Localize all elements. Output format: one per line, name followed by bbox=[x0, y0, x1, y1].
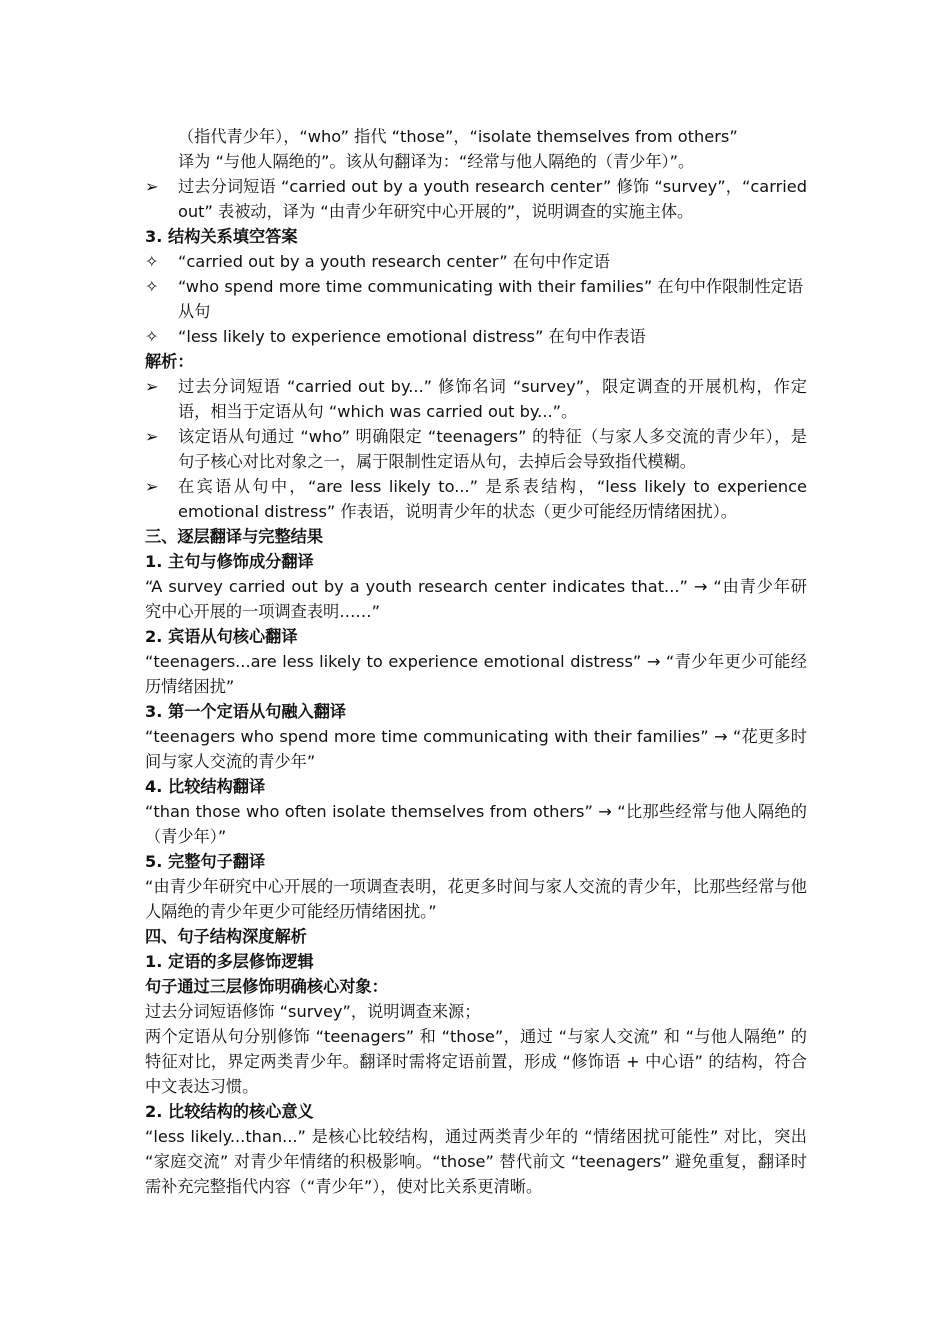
sub-heading: 3. 第一个定语从句融入翻译 bbox=[145, 702, 347, 721]
arrow-bullet-icon: ➢ bbox=[145, 177, 159, 196]
star-bullet-icon: ✧ bbox=[145, 277, 159, 296]
paragraph: “teenagers...are less likely to experience emotional distress” → “青少年更少可能经历情绪困扰” bbox=[145, 652, 807, 696]
sub-heading: 1. 主句与修饰成分翻译 bbox=[145, 552, 314, 571]
sub-heading: 5. 完整句子翻译 bbox=[145, 852, 266, 871]
continued-line: （指代青少年），“who” 指代 “those”，“isolate themselves from others” bbox=[178, 127, 738, 146]
answer-item bbox=[145, 249, 807, 274]
star-bullet-icon: ✧ bbox=[145, 327, 159, 346]
analysis-text: 在宾语从句中，“are less likely to...” 是系表结构，“less likely to experience emotional distress” 作表语，说明青少年的状态（更少可能经历情绪困扰）。 bbox=[178, 477, 807, 521]
answer-item bbox=[145, 324, 807, 349]
paragraph: 过去分词短语修饰 “survey”，说明调查来源； bbox=[145, 1002, 481, 1021]
paragraph: 两个定语从句分别修饰 “teenagers” 和 “those”，通过 “与家人交流” 和 “与他人隔绝” 的特征对比，界定两类青少年。翻译时需将定语前置，形成 “修饰语 + 中心语” 的结构，符合中文表达习惯。 bbox=[145, 1027, 807, 1096]
section-heading: 3. 结构关系填空答案 bbox=[145, 227, 298, 246]
sub-heading: 1. 定语的多层修饰逻辑 bbox=[145, 952, 314, 971]
analysis-label: 解析： bbox=[145, 352, 194, 371]
sub-heading: 4. 比较结构翻译 bbox=[145, 777, 266, 796]
bullet-text: 过去分词短语 “carried out by a youth research center” 修饰 “survey”，“carried out” 表被动，译为 “由青少年研究中心开展的”，说明调查的实施主体。 bbox=[178, 177, 807, 221]
analysis-item bbox=[145, 374, 807, 424]
document-body bbox=[145, 124, 807, 1199]
arrow-bullet-icon: ➢ bbox=[145, 477, 159, 496]
answer-item bbox=[145, 274, 807, 324]
answer-text: “less likely to experience emotional distress” 在句中作表语 bbox=[178, 327, 646, 346]
bullet-item bbox=[145, 174, 807, 224]
sub-heading: 2. 比较结构的核心意义 bbox=[145, 1102, 314, 1121]
analysis-text: 过去分词短语 “carried out by...” 修饰名词 “survey”，限定调查的开展机构，作定语，相当于定语从句 “which was carried out by...”。 bbox=[178, 377, 807, 421]
paragraph: “less likely...than...” 是核心比较结构，通过两类青少年的 “情绪困扰可能性” 对比，突出 “家庭交流” 对青少年情绪的积极影响。“those” 替代前文 “teenagers” 避免重复，翻译时需补充完整指代内容（“青少年”），使对比关系更清晰。 bbox=[145, 1127, 807, 1196]
analysis-item bbox=[145, 424, 807, 474]
part-heading: 三、逐层翻译与完整结果 bbox=[145, 527, 324, 546]
answer-text: “who spend more time communicating with their families” 在句中作限制性定语从句 bbox=[178, 277, 804, 321]
sub-heading: 2. 宾语从句核心翻译 bbox=[145, 627, 298, 646]
star-bullet-icon: ✧ bbox=[145, 252, 159, 271]
paragraph: “than those who often isolate themselves from others” → “比那些经常与他人隔绝的（青少年）” bbox=[145, 802, 807, 846]
answer-text: “carried out by a youth research center” 在句中作定语 bbox=[178, 252, 610, 271]
paragraph: “A survey carried out by a youth research center indicates that...” → “由青少年研究中心开展的一项调查表明……” bbox=[145, 577, 807, 621]
analysis-text: 该定语从句通过 “who” 明确限定 “teenagers” 的特征（与家人多交流的青少年），是句子核心对比对象之一，属于限制性定语从句，去掉后会导致指代模糊。 bbox=[178, 427, 807, 471]
continued-line: 译为 “与他人隔绝的”。该从句翻译为：“经常与他人隔绝的（青少年）”。 bbox=[178, 152, 695, 171]
sub-heading: 句子通过三层修饰明确核心对象： bbox=[145, 977, 388, 996]
arrow-bullet-icon: ➢ bbox=[145, 377, 159, 396]
paragraph: “teenagers who spend more time communicating with their families” → “花更多时间与家人交流的青少年” bbox=[145, 727, 807, 771]
analysis-item bbox=[145, 474, 807, 524]
arrow-bullet-icon: ➢ bbox=[145, 427, 159, 446]
part-heading: 四、句子结构深度解析 bbox=[145, 927, 307, 946]
paragraph: “由青少年研究中心开展的一项调查表明，花更多时间与家人交流的青少年，比那些经常与他人隔绝的青少年更少可能经历情绪困扰。” bbox=[145, 877, 807, 921]
